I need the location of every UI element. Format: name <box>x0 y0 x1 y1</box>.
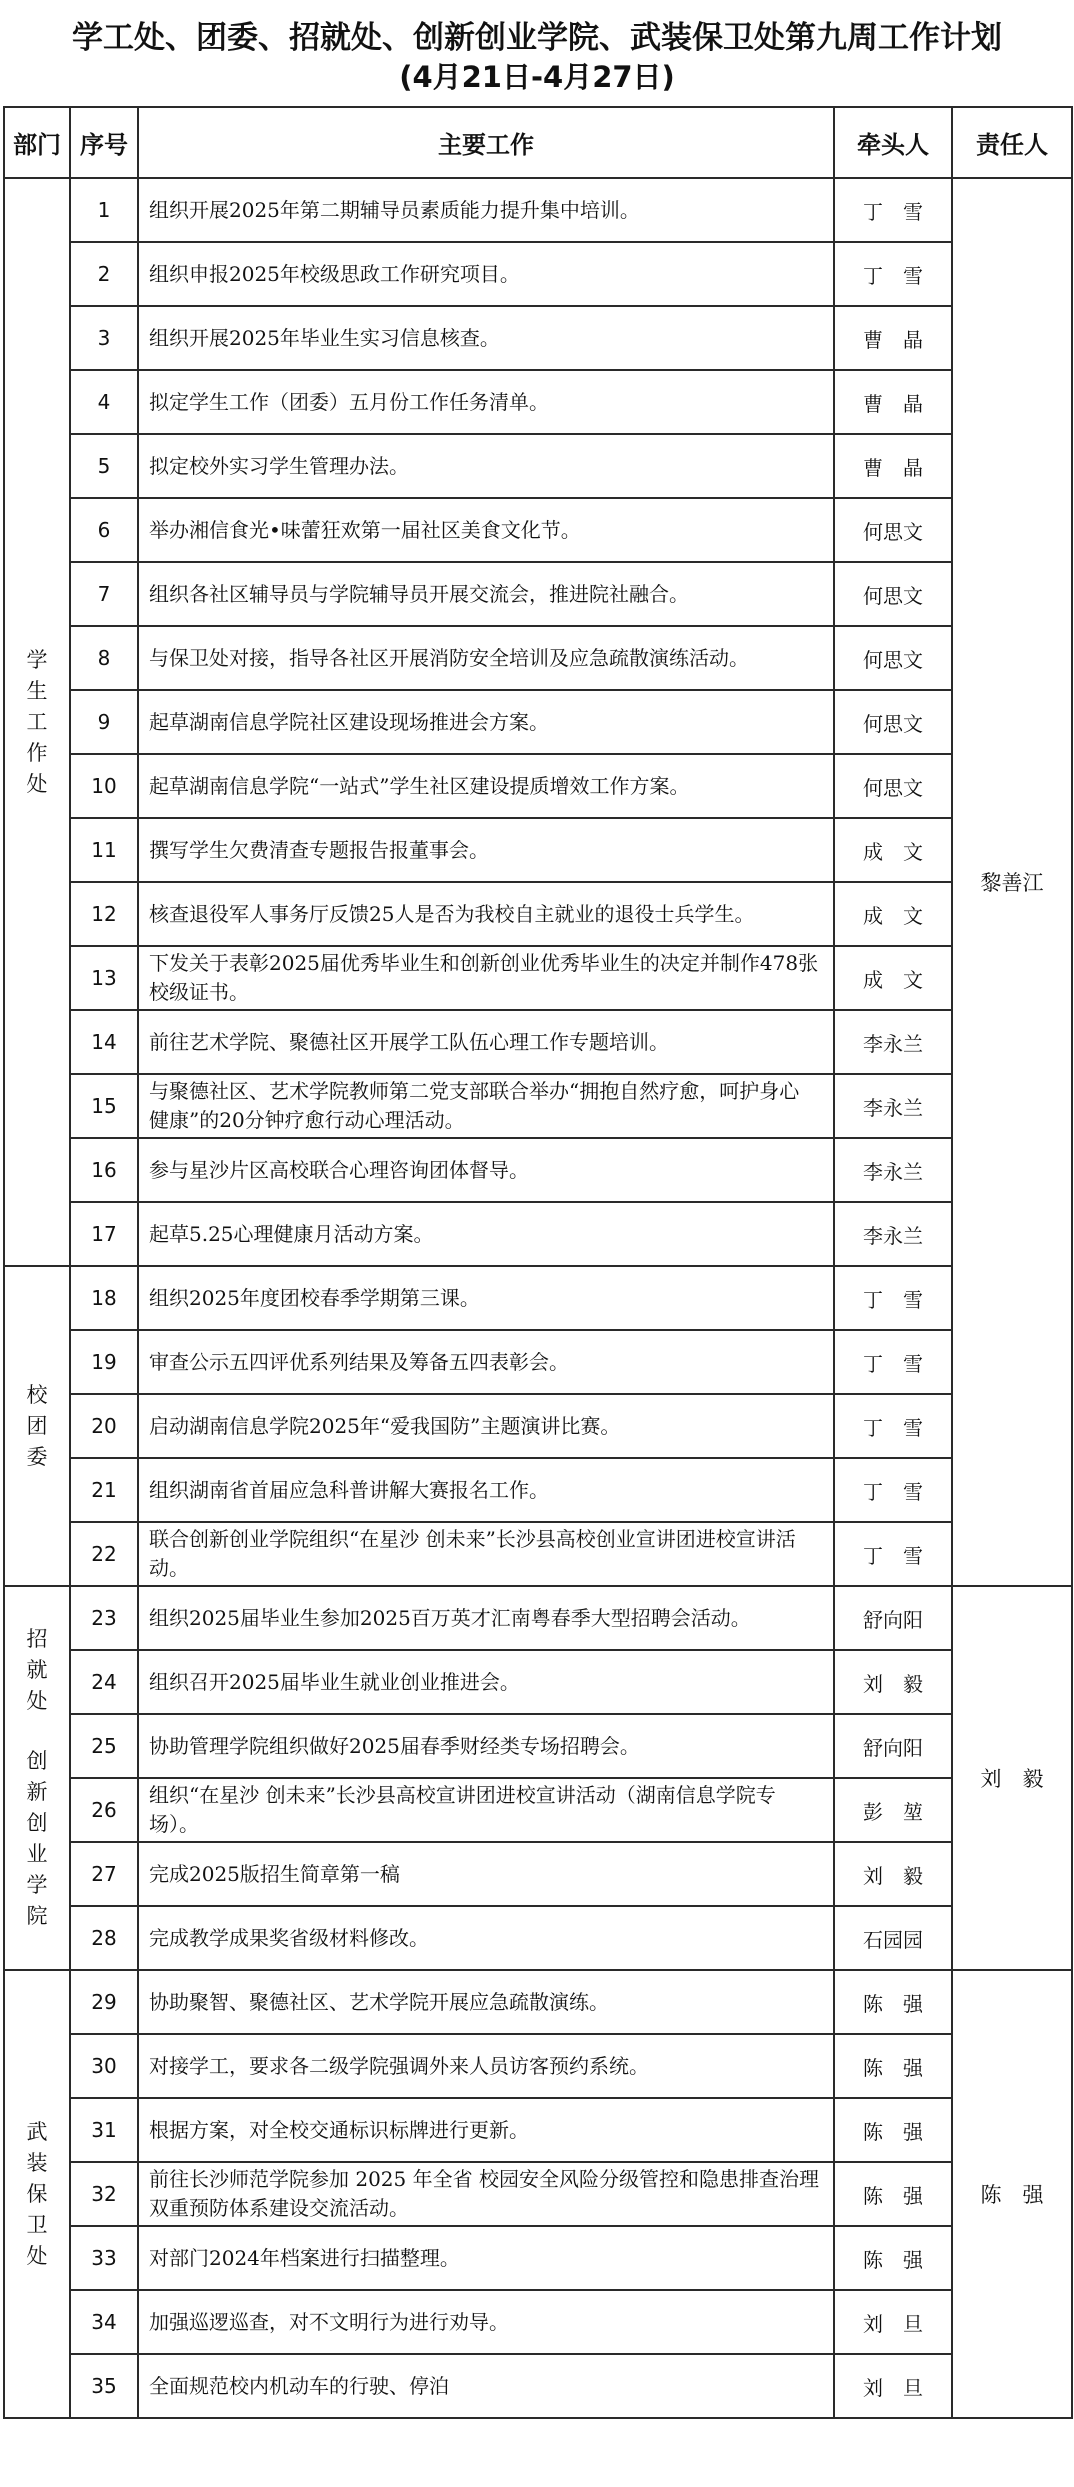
table-row <box>4 1906 1072 1970</box>
department-char: 院 <box>26 1904 48 1928</box>
row-number: 22 <box>70 1522 138 1586</box>
row-number: 30 <box>70 2034 138 2098</box>
lead-person: 何思文 <box>834 562 952 626</box>
work-item: 审查公示五四评优系列结果及筹备五四表彰会。 <box>138 1330 834 1394</box>
table-row <box>4 754 1072 818</box>
lead-person: 陈 强 <box>834 2034 952 2098</box>
lead-person: 舒向阳 <box>834 1586 952 1650</box>
table-row <box>4 626 1072 690</box>
table-row <box>4 1842 1072 1906</box>
table-row <box>4 1074 1072 1138</box>
table-row <box>4 562 1072 626</box>
table-row <box>4 1650 1072 1714</box>
row-number: 26 <box>70 1778 138 1842</box>
lead-person: 曹 晶 <box>834 370 952 434</box>
department-char: 工 <box>26 709 48 734</box>
row-number: 13 <box>70 946 138 1010</box>
row-number: 4 <box>70 370 138 434</box>
table-row <box>4 2034 1072 2098</box>
work-item: 参与星沙片区高校联合心理咨询团体督导。 <box>138 1138 834 1202</box>
table-row <box>4 498 1072 562</box>
lead-person: 刘 毅 <box>834 1650 952 1714</box>
row-number: 7 <box>70 562 138 626</box>
date-range: (4月21日-4月27日) <box>399 60 675 94</box>
work-item: 完成2025版招生简章第一稿 <box>138 1842 834 1906</box>
work-item: 根据方案，对全校交通标识标牌进行更新。 <box>138 2098 834 2162</box>
row-number: 9 <box>70 690 138 754</box>
table-row <box>4 306 1072 370</box>
department-char: 处 <box>26 771 48 796</box>
department-char: 作 <box>26 740 48 765</box>
lead-person: 彭 堃 <box>834 1778 952 1842</box>
row-number: 16 <box>70 1138 138 1202</box>
lead-person: 丁 雪 <box>834 1458 952 1522</box>
table-body <box>4 178 1072 2418</box>
work-item: 与保卫处对接，指导各社区开展消防安全培训及应急疏散演练活动。 <box>138 626 834 690</box>
table-row <box>4 946 1072 1010</box>
header-responsible: 责任人 <box>952 107 1072 178</box>
header-main-work: 主要工作 <box>138 107 834 178</box>
row-number: 32 <box>70 2162 138 2226</box>
row-number: 31 <box>70 2098 138 2162</box>
lead-person: 陈 强 <box>834 2226 952 2290</box>
table-row <box>4 1330 1072 1394</box>
table-row <box>4 690 1072 754</box>
lead-person: 成 文 <box>834 946 952 1010</box>
department-cell <box>4 1266 70 1586</box>
work-item: 前往长沙师范学院参加 2025 年全省 校园安全风险分级管控和隐患排查治理双重预防体系建设交流活动。 <box>138 2162 834 2226</box>
row-number: 14 <box>70 1010 138 1074</box>
row-number: 11 <box>70 818 138 882</box>
department-char: 创 <box>26 1749 48 1773</box>
responsible-person: 刘 毅 <box>952 1586 1072 1970</box>
work-item: 全面规范校内机动车的行驶、停泊 <box>138 2354 834 2418</box>
lead-person: 丁 雪 <box>834 1266 952 1330</box>
lead-person: 成 文 <box>834 882 952 946</box>
department-char: 装 <box>26 2150 48 2175</box>
lead-person: 丁 雪 <box>834 1330 952 1394</box>
table-row <box>4 1778 1072 1842</box>
lead-person: 刘 毅 <box>834 1842 952 1906</box>
work-item: 联合创新创业学院组织“在星沙 创未来”长沙县高校创业宣讲团进校宣讲活动。 <box>138 1522 834 1586</box>
work-item: 协助管理学院组织做好2025届春季财经类专场招聘会。 <box>138 1714 834 1778</box>
work-item: 启动湖南信息学院2025年“爱我国防”主题演讲比赛。 <box>138 1394 834 1458</box>
row-number: 2 <box>70 242 138 306</box>
work-item: 组织“在星沙 创未来”长沙县高校宣讲团进校宣讲活动（湖南信息学院专场）。 <box>138 1778 834 1842</box>
lead-person: 李永兰 <box>834 1202 952 1266</box>
department-char: 学 <box>26 647 48 672</box>
table-row <box>4 1394 1072 1458</box>
lead-person: 刘 旦 <box>834 2290 952 2354</box>
row-number: 33 <box>70 2226 138 2290</box>
lead-person: 何思文 <box>834 626 952 690</box>
table-row <box>4 2226 1072 2290</box>
row-number: 15 <box>70 1074 138 1138</box>
lead-person: 曹 晶 <box>834 434 952 498</box>
row-number: 19 <box>70 1330 138 1394</box>
work-item: 前往艺术学院、聚德社区开展学工队伍心理工作专题培训。 <box>138 1010 834 1074</box>
table-row <box>4 1458 1072 1522</box>
table-row <box>4 434 1072 498</box>
department-char: 招 <box>26 1627 48 1651</box>
department-char <box>5 1717 69 1746</box>
department-char: 学 <box>26 1873 48 1897</box>
lead-person: 李永兰 <box>834 1010 952 1074</box>
row-number: 28 <box>70 1906 138 1970</box>
table-row <box>4 2098 1072 2162</box>
work-item: 组织召开2025届毕业生就业创业推进会。 <box>138 1650 834 1714</box>
row-number: 17 <box>70 1202 138 1266</box>
work-item: 拟定校外实习学生管理办法。 <box>138 434 834 498</box>
work-item: 组织开展2025年第二期辅导员素质能力提升集中培训。 <box>138 178 834 242</box>
work-item: 核查退役军人事务厅反馈25人是否为我校自主就业的退役士兵学生。 <box>138 882 834 946</box>
work-item: 与聚德社区、艺术学院教师第二党支部联合举办“拥抱自然疗愈，呵护身心健康”的20分钟疗愈行动心理活动。 <box>138 1074 834 1138</box>
work-item: 对接学工，要求各二级学院强调外来人员访客预约系统。 <box>138 2034 834 2098</box>
department-char: 武 <box>26 2119 48 2144</box>
lead-person: 曹 晶 <box>834 306 952 370</box>
row-number: 18 <box>70 1266 138 1330</box>
page-title: 学工处、团委、招就处、创新创业学院、武装保卫处第九周工作计划 <box>72 20 1002 56</box>
work-item: 起草湖南信息学院“一站式”学生社区建设提质增效工作方案。 <box>138 754 834 818</box>
work-item: 组织湖南省首届应急科普讲解大赛报名工作。 <box>138 1458 834 1522</box>
work-item: 组织2025年度团校春季学期第三课。 <box>138 1266 834 1330</box>
header-number: 序号 <box>70 107 138 178</box>
row-number: 5 <box>70 434 138 498</box>
row-number: 24 <box>70 1650 138 1714</box>
department-char: 业 <box>26 1842 48 1866</box>
lead-person: 丁 雪 <box>834 242 952 306</box>
lead-person: 舒向阳 <box>834 1714 952 1778</box>
row-number: 29 <box>70 1970 138 2034</box>
department-char: 处 <box>26 1689 48 1713</box>
work-item: 协助聚智、聚德社区、艺术学院开展应急疏散演练。 <box>138 1970 834 2034</box>
department-char: 校 <box>26 1382 48 1407</box>
work-item: 组织各社区辅导员与学院辅导员开展交流会，推进院社融合。 <box>138 562 834 626</box>
work-item: 组织开展2025年毕业生实习信息核查。 <box>138 306 834 370</box>
work-item: 撰写学生欠费清查专题报告报董事会。 <box>138 818 834 882</box>
lead-person: 李永兰 <box>834 1074 952 1138</box>
row-number: 10 <box>70 754 138 818</box>
table-header-row <box>4 107 1072 178</box>
table-row <box>4 882 1072 946</box>
row-number: 12 <box>70 882 138 946</box>
table-row <box>4 178 1072 242</box>
table-row <box>4 1970 1072 2034</box>
work-item: 对部门2024年档案进行扫描整理。 <box>138 2226 834 2290</box>
work-item: 起草湖南信息学院社区建设现场推进会方案。 <box>138 690 834 754</box>
department-char: 团 <box>26 1413 48 1438</box>
work-plan-table <box>3 106 1073 2419</box>
lead-person: 丁 雪 <box>834 178 952 242</box>
department-cell <box>4 1970 70 2418</box>
department-char: 生 <box>26 678 48 703</box>
lead-person: 刘 旦 <box>834 2354 952 2418</box>
lead-person: 李永兰 <box>834 1138 952 1202</box>
row-number: 23 <box>70 1586 138 1650</box>
row-number: 6 <box>70 498 138 562</box>
row-number: 25 <box>70 1714 138 1778</box>
department-char: 创 <box>26 1811 48 1835</box>
table-row <box>4 1586 1072 1650</box>
table-row <box>4 242 1072 306</box>
work-item: 起草5.25心理健康月活动方案。 <box>138 1202 834 1266</box>
department-cell <box>4 178 70 1266</box>
work-item: 组织2025届毕业生参加2025百万英才汇南粤春季大型招聘会活动。 <box>138 1586 834 1650</box>
table-row <box>4 1138 1072 1202</box>
row-number: 8 <box>70 626 138 690</box>
table-row <box>4 1714 1072 1778</box>
row-number: 1 <box>70 178 138 242</box>
responsible-person: 陈 强 <box>952 1970 1072 2418</box>
header-department: 部门 <box>4 107 70 178</box>
department-char: 委 <box>26 1444 48 1469</box>
lead-person: 陈 强 <box>834 2162 952 2226</box>
table-row <box>4 1522 1072 1586</box>
department-char: 新 <box>26 1780 48 1804</box>
department-cell <box>4 1586 70 1970</box>
header-lead: 牵头人 <box>834 107 952 178</box>
department-char: 保 <box>26 2181 48 2206</box>
department-char: 处 <box>26 2243 48 2268</box>
row-number: 20 <box>70 1394 138 1458</box>
work-item: 完成教学成果奖省级材料修改。 <box>138 1906 834 1970</box>
lead-person: 丁 雪 <box>834 1522 952 1586</box>
lead-person: 成 文 <box>834 818 952 882</box>
responsible-person: 黎善江 <box>952 178 1072 1586</box>
row-number: 34 <box>70 2290 138 2354</box>
row-number: 3 <box>70 306 138 370</box>
row-number: 35 <box>70 2354 138 2418</box>
table-row <box>4 1202 1072 1266</box>
lead-person: 陈 强 <box>834 1970 952 2034</box>
lead-person: 何思文 <box>834 754 952 818</box>
lead-person: 石园园 <box>834 1906 952 1970</box>
row-number: 27 <box>70 1842 138 1906</box>
work-item: 举办湘信食光•味蕾狂欢第一届社区美食文化节。 <box>138 498 834 562</box>
work-item: 组织申报2025年校级思政工作研究项目。 <box>138 242 834 306</box>
lead-person: 何思文 <box>834 498 952 562</box>
table-row <box>4 1010 1072 1074</box>
lead-person: 丁 雪 <box>834 1394 952 1458</box>
department-char: 卫 <box>26 2212 48 2237</box>
lead-person: 何思文 <box>834 690 952 754</box>
table-row <box>4 2354 1072 2418</box>
department-char: 就 <box>26 1658 48 1682</box>
table-row <box>4 370 1072 434</box>
work-item: 下发关于表彰2025届优秀毕业生和创新创业优秀毕业生的决定并制作478张校级证书。 <box>138 946 834 1010</box>
table-row <box>4 2162 1072 2226</box>
work-item: 加强巡逻巡查，对不文明行为进行劝导。 <box>138 2290 834 2354</box>
table-row <box>4 1266 1072 1330</box>
lead-person: 陈 强 <box>834 2098 952 2162</box>
work-item: 拟定学生工作（团委）五月份工作任务清单。 <box>138 370 834 434</box>
table-row <box>4 2290 1072 2354</box>
row-number: 21 <box>70 1458 138 1522</box>
table-row <box>4 818 1072 882</box>
